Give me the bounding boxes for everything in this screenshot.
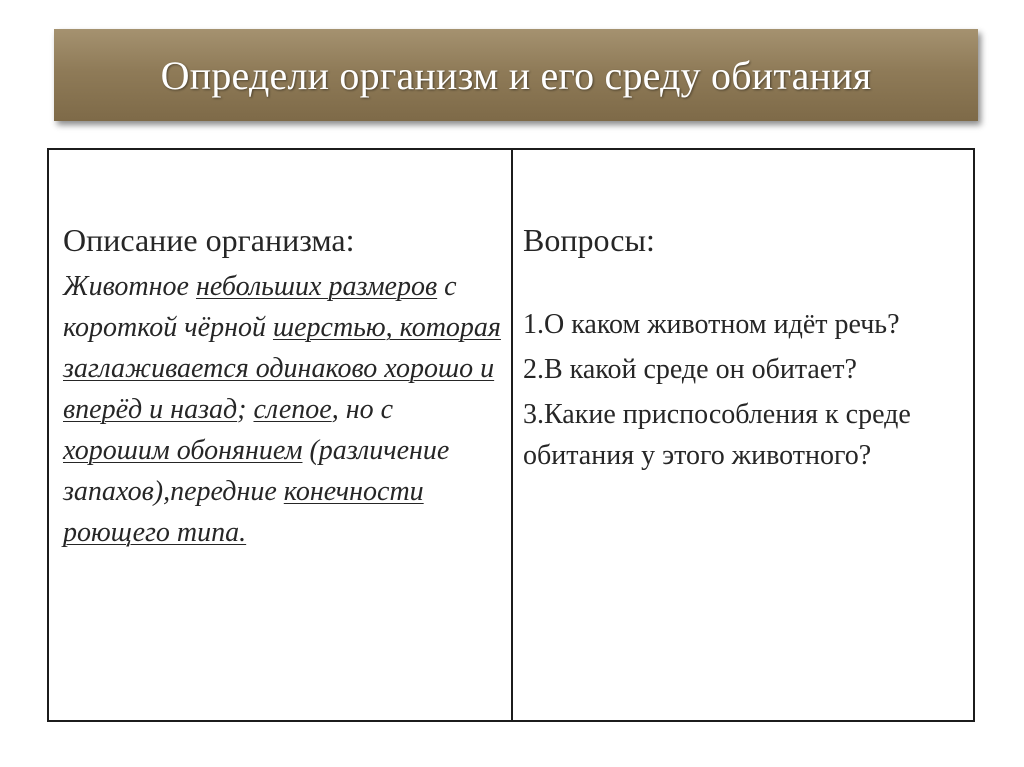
organism-description-column [49, 150, 513, 720]
description-segment-underlined: конечности роющего типа. [63, 476, 424, 548]
slide-title: Определи организм и его среду обитания [160, 52, 872, 98]
questions-list [523, 304, 963, 476]
description-segment: Животное [63, 271, 196, 302]
question-item: 3.Какие приспособления к среде обитания у этого животного? [523, 399, 911, 471]
description-segment-underlined: хорошим обонянием [63, 435, 303, 466]
questions-column [513, 150, 973, 720]
description-segment-underlined: небольших размеров [195, 271, 438, 302]
question-item: 2.В какой среде он обитает? [523, 354, 857, 385]
description-segment: , но с [331, 394, 394, 425]
questions-heading: Вопросы: [523, 222, 655, 258]
content-table [47, 148, 975, 722]
description-segment-underlined: шерстью, которая заглаживается одинаково хорошо и вперёд и назад [63, 312, 501, 425]
organism-description [63, 266, 501, 553]
description-segment: (различение запахов),передние [63, 435, 450, 507]
question-item: 1.О каком животном идёт речь? [523, 309, 900, 340]
title-bar [54, 29, 978, 121]
description-segment: ; [237, 394, 254, 425]
description-heading: Описание организма: [63, 222, 355, 258]
description-segment-underlined: слепое [253, 394, 332, 425]
description-segment: с короткой чёрной [63, 271, 457, 343]
